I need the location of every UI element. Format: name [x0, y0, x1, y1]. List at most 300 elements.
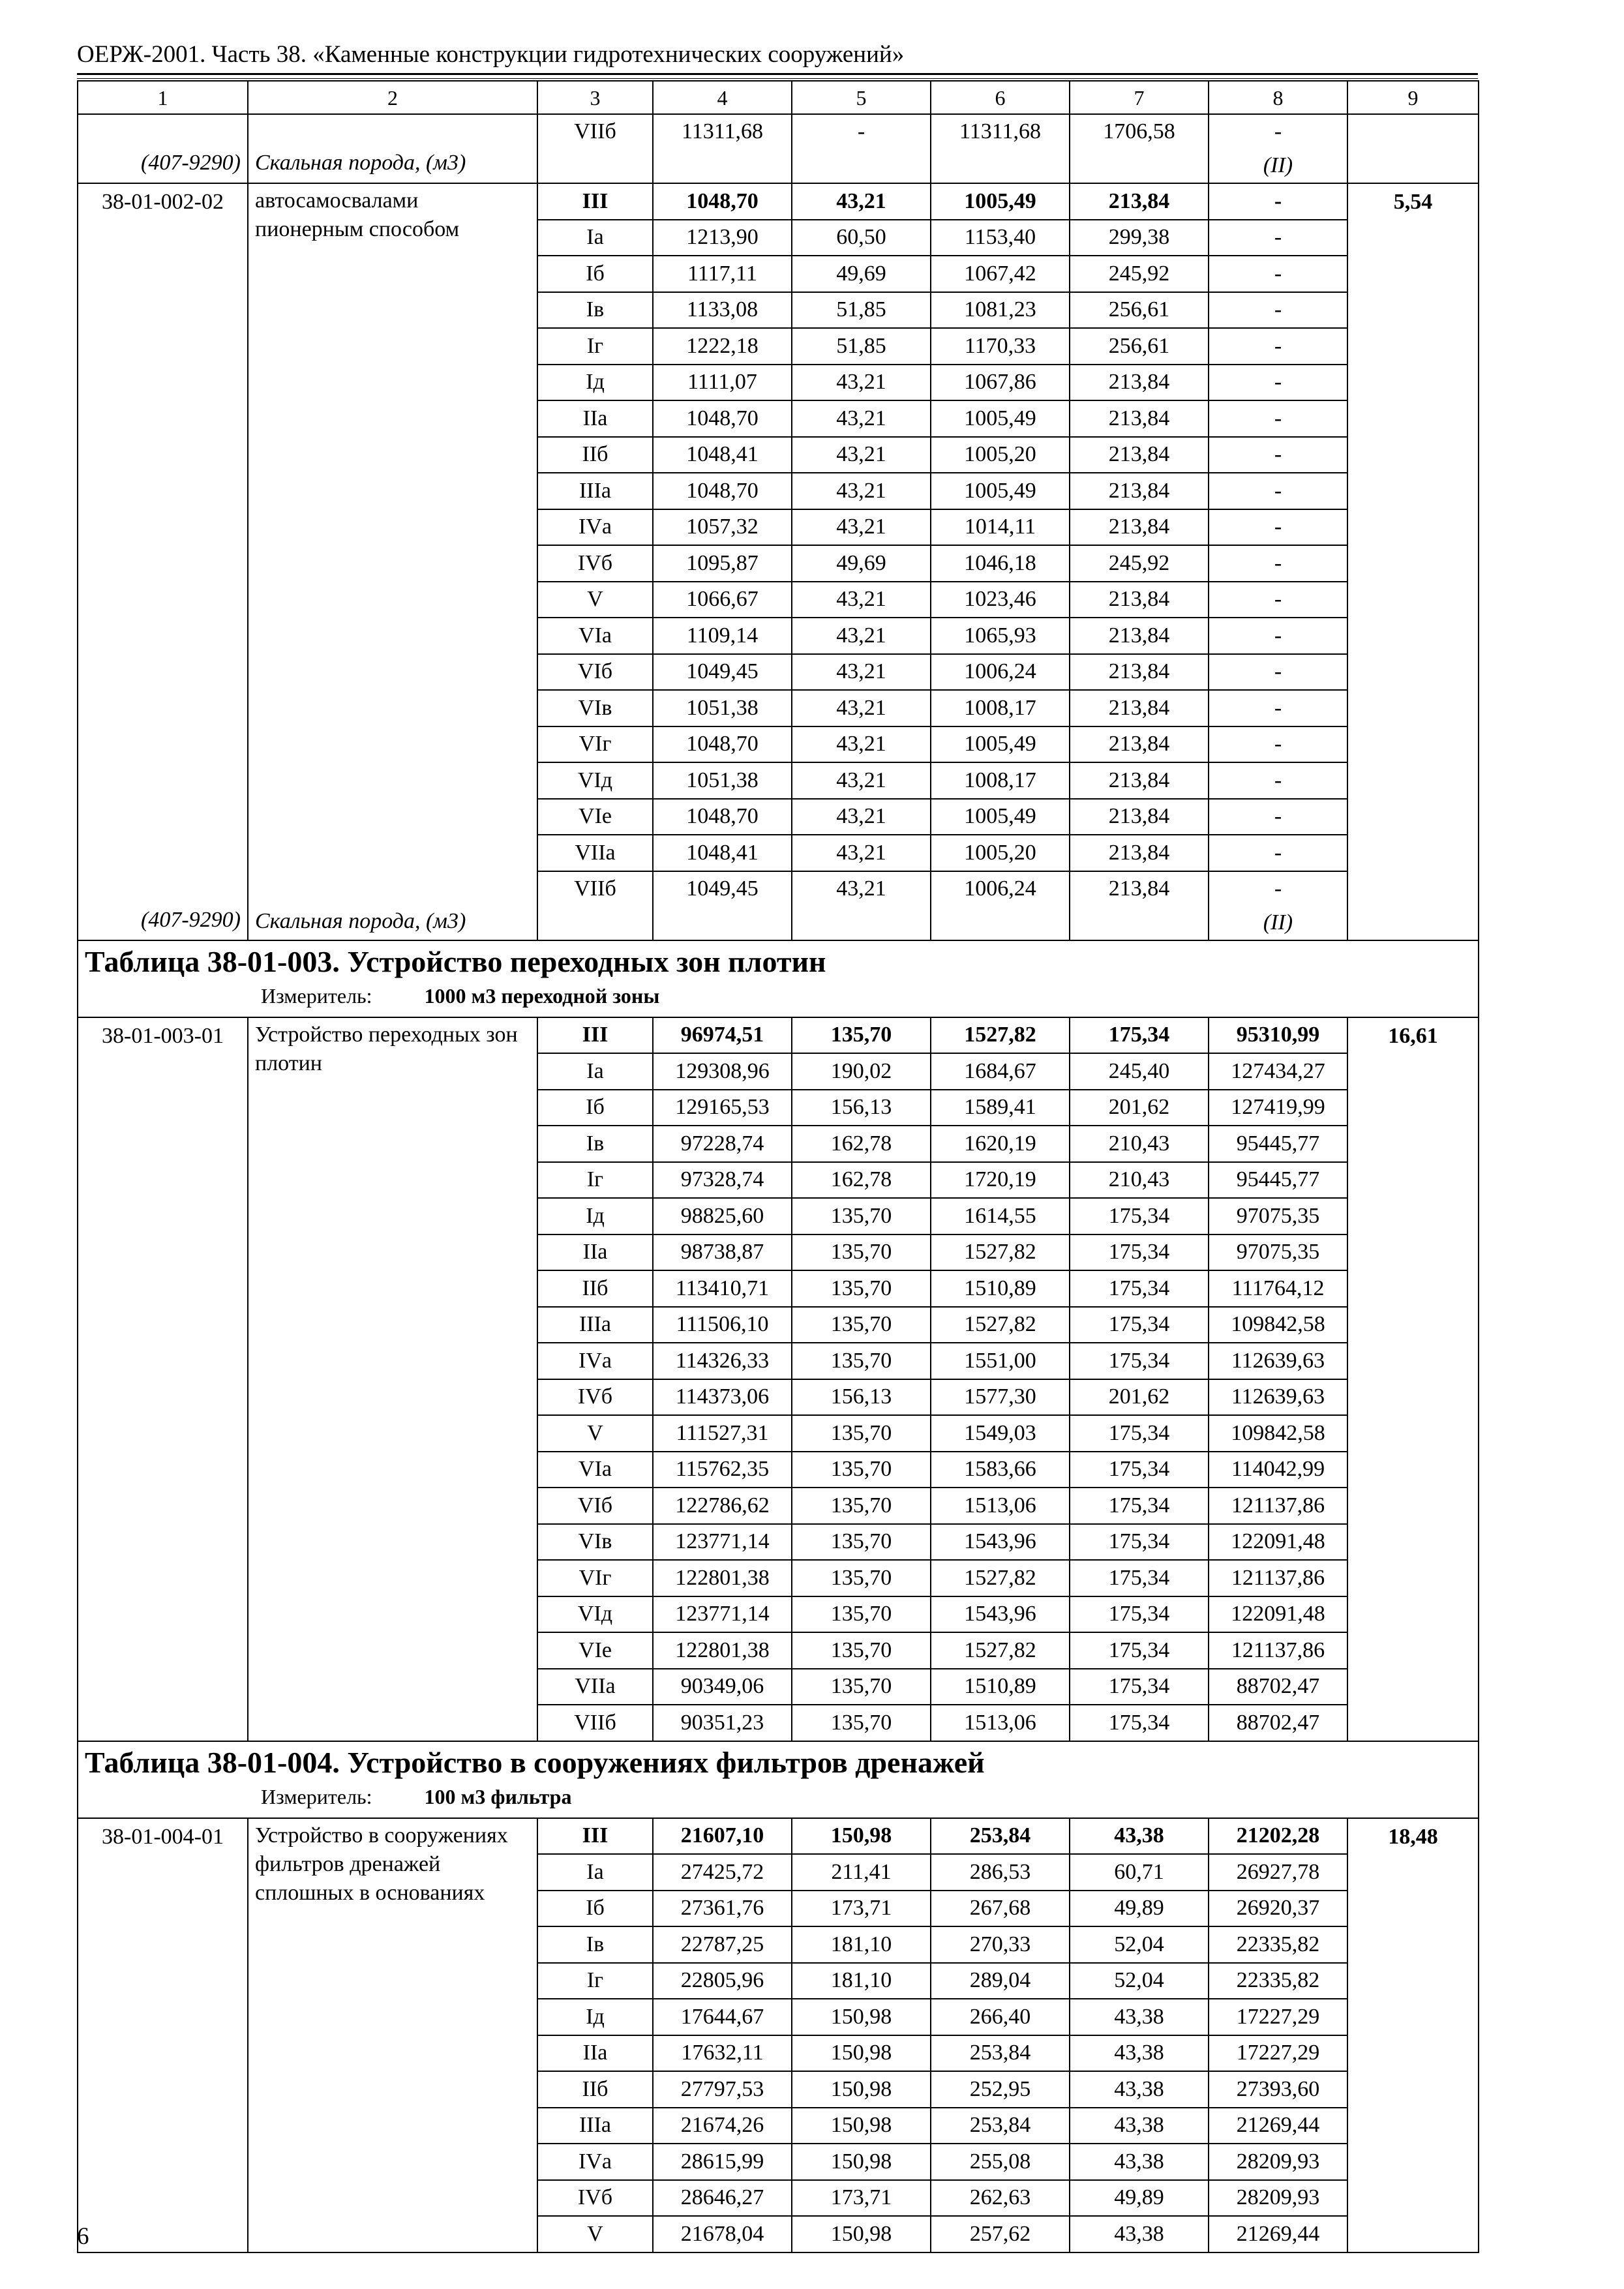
price-zone-cell: IVб	[537, 2180, 653, 2217]
value-cell: 135,70	[792, 1452, 931, 1488]
name-cell	[248, 1818, 537, 2252]
value-cell: 60,50	[792, 220, 931, 256]
value-cell: 175,34	[1070, 1234, 1209, 1271]
value-cell: 115762,35	[653, 1452, 792, 1488]
coefficient-cell: 5,54	[1347, 183, 1479, 940]
material-note: Скальная порода, (м3)	[255, 908, 466, 933]
cell-value: VIIб	[574, 876, 616, 901]
coefficient-cell: 16,61	[1347, 1017, 1479, 1741]
value-cell: 175,34	[1070, 1017, 1209, 1054]
rate-name: автосамосвалами пионерным способом	[255, 188, 460, 241]
section-header	[78, 940, 1479, 1017]
value-cell: 1048,70	[653, 183, 792, 220]
cell-value: 1706,58	[1103, 119, 1175, 143]
value-cell: 95310,99	[1209, 1017, 1347, 1054]
price-zone-cell: IVа	[537, 2144, 653, 2180]
value-cell: 190,02	[792, 1053, 931, 1090]
value-cell: 210,43	[1070, 1126, 1209, 1162]
column-number: 5	[792, 81, 931, 114]
value-cell: 256,61	[1070, 292, 1209, 329]
value-cell: 213,84	[1070, 473, 1209, 509]
table-row	[78, 1818, 1479, 1855]
value-cell	[653, 114, 792, 183]
value-cell: 1051,38	[653, 762, 792, 799]
meter-value: 100 м3 фильтра	[424, 1784, 572, 1808]
cell-value: VIIб	[574, 119, 616, 143]
price-zone-cell: Iа	[537, 1854, 653, 1891]
value-cell: 97075,35	[1209, 1198, 1347, 1234]
value-cell: 175,34	[1070, 1270, 1209, 1307]
value-cell: 90351,23	[653, 1705, 792, 1741]
price-zone-cell: VIб	[537, 1488, 653, 1524]
value-cell: 43,21	[792, 690, 931, 726]
value-cell	[792, 114, 931, 183]
value-cell: 135,70	[792, 1669, 931, 1705]
code-cell	[78, 1017, 248, 1741]
value-cell: 1153,40	[931, 220, 1070, 256]
value-cell	[792, 871, 931, 940]
value-cell: 121137,86	[1209, 1488, 1347, 1524]
value-cell: 21269,44	[1209, 2216, 1347, 2252]
price-zone-cell: Iд	[537, 365, 653, 401]
value-cell: 1614,55	[931, 1198, 1070, 1234]
value-cell: 150,98	[792, 2216, 931, 2252]
value-cell	[931, 114, 1070, 183]
value-cell: 135,70	[792, 1596, 931, 1633]
price-zone-cell: IVа	[537, 1343, 653, 1379]
section-row	[78, 1741, 1479, 1818]
value-cell: 22335,82	[1209, 1926, 1347, 1963]
value-cell: 26920,37	[1209, 1891, 1347, 1927]
value-cell: 181,10	[792, 1963, 931, 1999]
value-cell: 122091,48	[1209, 1524, 1347, 1561]
value-cell: 257,62	[931, 2216, 1070, 2252]
value-cell: 175,34	[1070, 1669, 1209, 1705]
value-cell: 88702,47	[1209, 1705, 1347, 1741]
section-row	[78, 940, 1479, 1017]
value-cell: 27797,53	[653, 2071, 792, 2108]
meter-label: Измеритель:	[261, 1784, 372, 1808]
value-cell: 135,70	[792, 1415, 931, 1452]
coefficient-cell	[1347, 114, 1479, 183]
column-number: 1	[78, 81, 248, 114]
value-cell: 175,34	[1070, 1343, 1209, 1379]
value-cell: 1046,18	[931, 545, 1070, 582]
value-cell: 1048,41	[653, 835, 792, 871]
value-cell: 97328,74	[653, 1162, 792, 1199]
value-cell: 28209,93	[1209, 2180, 1347, 2217]
name-cell	[248, 114, 537, 183]
value-cell: 22787,25	[653, 1926, 792, 1963]
value-cell: 255,08	[931, 2144, 1070, 2180]
price-zone-cell: IVа	[537, 509, 653, 546]
value-cell: 135,70	[792, 1198, 931, 1234]
value-cell: 1014,11	[931, 509, 1070, 546]
cell-value: 11311,68	[959, 119, 1041, 143]
value-cell: 1109,14	[653, 618, 792, 654]
price-zone-cell: Iб	[537, 1891, 653, 1927]
value-cell: 181,10	[792, 1926, 931, 1963]
value-cell: 109842,58	[1209, 1415, 1347, 1452]
value-cell: 201,62	[1070, 1379, 1209, 1416]
value-cell: 213,84	[1070, 582, 1209, 618]
price-zone-cell: VIе	[537, 1632, 653, 1669]
value-cell: -	[1209, 762, 1347, 799]
document-header: ОЕРЖ-2001. Часть 38. «Каменные конструкции гидротехнических сооружений»	[77, 41, 905, 68]
value-cell: 175,34	[1070, 1524, 1209, 1561]
value-cell: 175,34	[1070, 1488, 1209, 1524]
value-cell: 201,62	[1070, 1090, 1209, 1126]
value-cell: -	[1209, 183, 1347, 220]
price-zone-cell: III	[537, 1017, 653, 1054]
value-cell: -	[1209, 690, 1347, 726]
value-cell: 1549,03	[931, 1415, 1070, 1452]
value-cell: 1005,49	[931, 726, 1070, 763]
value-cell: 43,21	[792, 762, 931, 799]
value-cell: 150,98	[792, 2144, 931, 2180]
meter-label: Измеритель:	[261, 983, 372, 1008]
code-cell	[78, 114, 248, 183]
value-cell	[1209, 114, 1347, 183]
table-row	[78, 1017, 1479, 1054]
price-zone-cell: Iг	[537, 1162, 653, 1199]
value-cell: 112639,63	[1209, 1379, 1347, 1416]
class-note: (II)	[1263, 910, 1293, 935]
price-zone-cell: IIа	[537, 1234, 653, 1271]
meter-line	[85, 1782, 1471, 1811]
value-cell: 27361,76	[653, 1891, 792, 1927]
price-zone-cell: VIг	[537, 726, 653, 763]
table-row	[78, 183, 1479, 220]
code-note: (407-9290)	[141, 907, 241, 932]
value-cell: 88702,47	[1209, 1669, 1347, 1705]
value-cell: 26927,78	[1209, 1854, 1347, 1891]
cell-value: 1049,45	[686, 876, 759, 901]
value-cell: 1543,96	[931, 1596, 1070, 1633]
value-cell: 43,21	[792, 618, 931, 654]
price-zone-cell: IVб	[537, 545, 653, 582]
value-cell: 1527,82	[931, 1560, 1070, 1596]
value-cell: 21202,28	[1209, 1818, 1347, 1855]
value-cell: 162,78	[792, 1126, 931, 1162]
value-cell: 1527,82	[931, 1307, 1070, 1343]
value-cell: 211,41	[792, 1854, 931, 1891]
value-cell: 213,84	[1070, 183, 1209, 220]
value-cell: 51,85	[792, 328, 931, 365]
header-rule-thin	[77, 78, 1478, 79]
value-cell: 21607,10	[653, 1818, 792, 1855]
value-cell: -	[1209, 328, 1347, 365]
value-cell: 43,38	[1070, 2144, 1209, 2180]
value-cell: 1051,38	[653, 690, 792, 726]
value-cell: 1620,19	[931, 1126, 1070, 1162]
value-cell: 286,53	[931, 1854, 1070, 1891]
value-cell: 156,13	[792, 1379, 931, 1416]
value-cell: 49,89	[1070, 1891, 1209, 1927]
value-cell: 43,21	[792, 835, 931, 871]
column-number: 3	[537, 81, 653, 114]
value-cell: 210,43	[1070, 1162, 1209, 1199]
price-zone-cell: Iа	[537, 220, 653, 256]
price-zone-cell: Iд	[537, 1198, 653, 1234]
value-cell: 253,84	[931, 1818, 1070, 1855]
value-cell: 1513,06	[931, 1705, 1070, 1741]
value-cell: 213,84	[1070, 365, 1209, 401]
value-cell: 245,40	[1070, 1053, 1209, 1090]
value-cell: 150,98	[792, 2108, 931, 2144]
price-zone-cell: VIа	[537, 1452, 653, 1488]
value-cell: 43,38	[1070, 2216, 1209, 2252]
value-cell: 111764,12	[1209, 1270, 1347, 1307]
value-cell: 135,70	[792, 1488, 931, 1524]
value-cell: 270,33	[931, 1926, 1070, 1963]
value-cell: 43,38	[1070, 2035, 1209, 2072]
value-cell	[1070, 114, 1209, 183]
price-zone-cell: IIIа	[537, 2108, 653, 2144]
value-cell: 173,71	[792, 1891, 931, 1927]
value-cell: 43,21	[792, 183, 931, 220]
price-zone-cell: Iа	[537, 1053, 653, 1090]
value-cell: 109842,58	[1209, 1307, 1347, 1343]
value-cell: -	[1209, 618, 1347, 654]
value-cell: -	[1209, 799, 1347, 835]
value-cell: 111527,31	[653, 1415, 792, 1452]
value-cell: 129165,53	[653, 1090, 792, 1126]
code-cell	[78, 183, 248, 940]
value-cell: 114042,99	[1209, 1452, 1347, 1488]
value-cell: 213,84	[1070, 618, 1209, 654]
value-cell: 1067,86	[931, 365, 1070, 401]
value-cell: 213,84	[1070, 690, 1209, 726]
cell-value: -	[1274, 876, 1282, 901]
value-cell: 22805,96	[653, 1963, 792, 1999]
value-cell: 43,21	[792, 473, 931, 509]
code-cell	[78, 1818, 248, 2252]
value-cell: 1006,24	[931, 654, 1070, 691]
value-cell: 95445,77	[1209, 1162, 1347, 1199]
value-cell: 1551,00	[931, 1343, 1070, 1379]
value-cell: -	[1209, 400, 1347, 437]
value-cell: 1081,23	[931, 292, 1070, 329]
value-cell: 95445,77	[1209, 1126, 1347, 1162]
price-zone-cell: VIIа	[537, 835, 653, 871]
value-cell: 121137,86	[1209, 1632, 1347, 1669]
cell-value: 11311,68	[682, 119, 763, 143]
value-cell: 21674,26	[653, 2108, 792, 2144]
column-number: 2	[248, 81, 537, 114]
value-cell: -	[1209, 292, 1347, 329]
value-cell: 1005,20	[931, 437, 1070, 473]
value-cell: 175,34	[1070, 1198, 1209, 1234]
value-cell: -	[1209, 473, 1347, 509]
price-zone-cell: VIIа	[537, 1669, 653, 1705]
value-cell: 1720,19	[931, 1162, 1070, 1199]
value-cell: 1005,49	[931, 473, 1070, 509]
value-cell: 175,34	[1070, 1452, 1209, 1488]
value-cell: 1005,49	[931, 183, 1070, 220]
meter-line	[85, 981, 1471, 1010]
value-cell: 135,70	[792, 1307, 931, 1343]
column-number: 4	[653, 81, 792, 114]
value-cell: 1117,11	[653, 256, 792, 292]
price-zone-cell: Iв	[537, 1926, 653, 1963]
value-cell: 1048,70	[653, 400, 792, 437]
value-cell: 253,84	[931, 2108, 1070, 2144]
coefficient-cell: 18,48	[1347, 1818, 1479, 2252]
value-cell: 213,84	[1070, 400, 1209, 437]
value-cell: 122786,62	[653, 1488, 792, 1524]
value-cell: 150,98	[792, 2071, 931, 2108]
value-cell: -	[1209, 726, 1347, 763]
value-cell: 123771,14	[653, 1596, 792, 1633]
value-cell: 1066,67	[653, 582, 792, 618]
value-cell: 43,21	[792, 726, 931, 763]
value-cell: 127434,27	[1209, 1053, 1347, 1090]
value-cell: 1111,07	[653, 365, 792, 401]
value-cell: 122801,38	[653, 1560, 792, 1596]
table-row	[78, 114, 1479, 183]
value-cell: 113410,71	[653, 1270, 792, 1307]
name-cell	[248, 1017, 537, 1741]
column-number-row	[78, 81, 1479, 114]
value-cell: 122091,48	[1209, 1596, 1347, 1633]
value-cell: 135,70	[792, 1524, 931, 1561]
value-cell: 49,89	[1070, 2180, 1209, 2217]
price-zone-cell: IIб	[537, 437, 653, 473]
name-cell	[248, 183, 537, 940]
rates-table	[77, 80, 1479, 2253]
value-cell: 43,38	[1070, 2108, 1209, 2144]
value-cell: 127419,99	[1209, 1090, 1347, 1126]
value-cell: 43,21	[792, 654, 931, 691]
value-cell: -	[1209, 256, 1347, 292]
price-zone-cell: VIд	[537, 1596, 653, 1633]
value-cell: 1684,67	[931, 1053, 1070, 1090]
price-zone-cell	[537, 114, 653, 183]
value-cell: 1510,89	[931, 1669, 1070, 1705]
value-cell: 1008,17	[931, 690, 1070, 726]
value-cell: 267,68	[931, 1891, 1070, 1927]
table-title: Таблица 38-01-003. Устройство переходных зон плотин	[85, 944, 826, 978]
value-cell: -	[1209, 220, 1347, 256]
column-number: 6	[931, 81, 1070, 114]
value-cell: 17644,67	[653, 1999, 792, 2035]
value-cell: 1527,82	[931, 1632, 1070, 1669]
price-zone-cell: III	[537, 1818, 653, 1855]
value-cell: 43,38	[1070, 2071, 1209, 2108]
value-cell: 1048,70	[653, 726, 792, 763]
value-cell: 49,69	[792, 545, 931, 582]
value-cell: 1008,17	[931, 762, 1070, 799]
value-cell	[653, 871, 792, 940]
rate-code: 38-01-004-01	[102, 1824, 224, 1849]
value-cell: 1527,82	[931, 1017, 1070, 1054]
value-cell: 1067,42	[931, 256, 1070, 292]
value-cell: 173,71	[792, 2180, 931, 2217]
value-cell: 1065,93	[931, 618, 1070, 654]
price-zone-cell: V	[537, 2216, 653, 2252]
value-cell: 150,98	[792, 1818, 931, 1855]
price-zone-cell: IIб	[537, 1270, 653, 1307]
price-zone-cell: Iб	[537, 256, 653, 292]
value-cell: 299,38	[1070, 220, 1209, 256]
value-cell: 150,98	[792, 1999, 931, 2035]
value-cell	[1209, 871, 1347, 940]
value-cell: 253,84	[931, 2035, 1070, 2072]
price-zone-cell: IIIа	[537, 1307, 653, 1343]
value-cell: 49,69	[792, 256, 931, 292]
value-cell: 27393,60	[1209, 2071, 1347, 2108]
value-cell: 112639,63	[1209, 1343, 1347, 1379]
value-cell: 213,84	[1070, 799, 1209, 835]
value-cell: -	[1209, 365, 1347, 401]
value-cell: 1023,46	[931, 582, 1070, 618]
value-cell: 28615,99	[653, 2144, 792, 2180]
value-cell: 162,78	[792, 1162, 931, 1199]
column-number: 9	[1347, 81, 1479, 114]
cell-value: -	[857, 119, 865, 143]
value-cell: 114326,33	[653, 1343, 792, 1379]
value-cell: 135,70	[792, 1017, 931, 1054]
value-cell: -	[1209, 437, 1347, 473]
value-cell: 256,61	[1070, 328, 1209, 365]
price-zone-cell: IIа	[537, 400, 653, 437]
value-cell: 135,70	[792, 1632, 931, 1669]
value-cell: 266,40	[931, 1999, 1070, 2035]
value-cell: 43,21	[792, 509, 931, 546]
value-cell: 17227,29	[1209, 2035, 1347, 2072]
cell-value: 213,84	[1108, 876, 1170, 901]
value-cell: 129308,96	[653, 1053, 792, 1090]
value-cell: 114373,06	[653, 1379, 792, 1416]
value-cell: 175,34	[1070, 1415, 1209, 1452]
value-cell: 135,70	[792, 1560, 931, 1596]
page-number: 6	[77, 2223, 89, 2250]
value-cell: 43,21	[792, 582, 931, 618]
price-zone-cell: Iв	[537, 292, 653, 329]
value-cell: 1057,32	[653, 509, 792, 546]
value-cell: 1543,96	[931, 1524, 1070, 1561]
value-cell: 21269,44	[1209, 2108, 1347, 2144]
value-cell: 123771,14	[653, 1524, 792, 1561]
price-zone-cell: Iг	[537, 328, 653, 365]
value-cell: 121137,86	[1209, 1560, 1347, 1596]
value-cell: 1005,49	[931, 799, 1070, 835]
value-cell: -	[1209, 509, 1347, 546]
value-cell: 213,84	[1070, 835, 1209, 871]
cell-value: 1006,24	[964, 876, 1036, 901]
value-cell: 156,13	[792, 1090, 931, 1126]
price-zone-cell: IIа	[537, 2035, 653, 2072]
value-cell: 43,38	[1070, 1818, 1209, 1855]
cell-value: -	[1274, 119, 1282, 143]
value-cell: 1095,87	[653, 545, 792, 582]
price-zone-cell: IVб	[537, 1379, 653, 1416]
value-cell: -	[1209, 654, 1347, 691]
value-cell: 98825,60	[653, 1198, 792, 1234]
value-cell: 111506,10	[653, 1307, 792, 1343]
value-cell: 52,04	[1070, 1963, 1209, 1999]
price-zone-cell: Iв	[537, 1126, 653, 1162]
value-cell: 96974,51	[653, 1017, 792, 1054]
value-cell: 97075,35	[1209, 1234, 1347, 1271]
value-cell: 122801,38	[653, 1632, 792, 1669]
price-zone-cell: VIе	[537, 799, 653, 835]
price-zone-cell: Iд	[537, 1999, 653, 2035]
column-number: 8	[1209, 81, 1347, 114]
price-zone-cell: VIд	[537, 762, 653, 799]
rate-code: 38-01-002-02	[102, 190, 224, 214]
